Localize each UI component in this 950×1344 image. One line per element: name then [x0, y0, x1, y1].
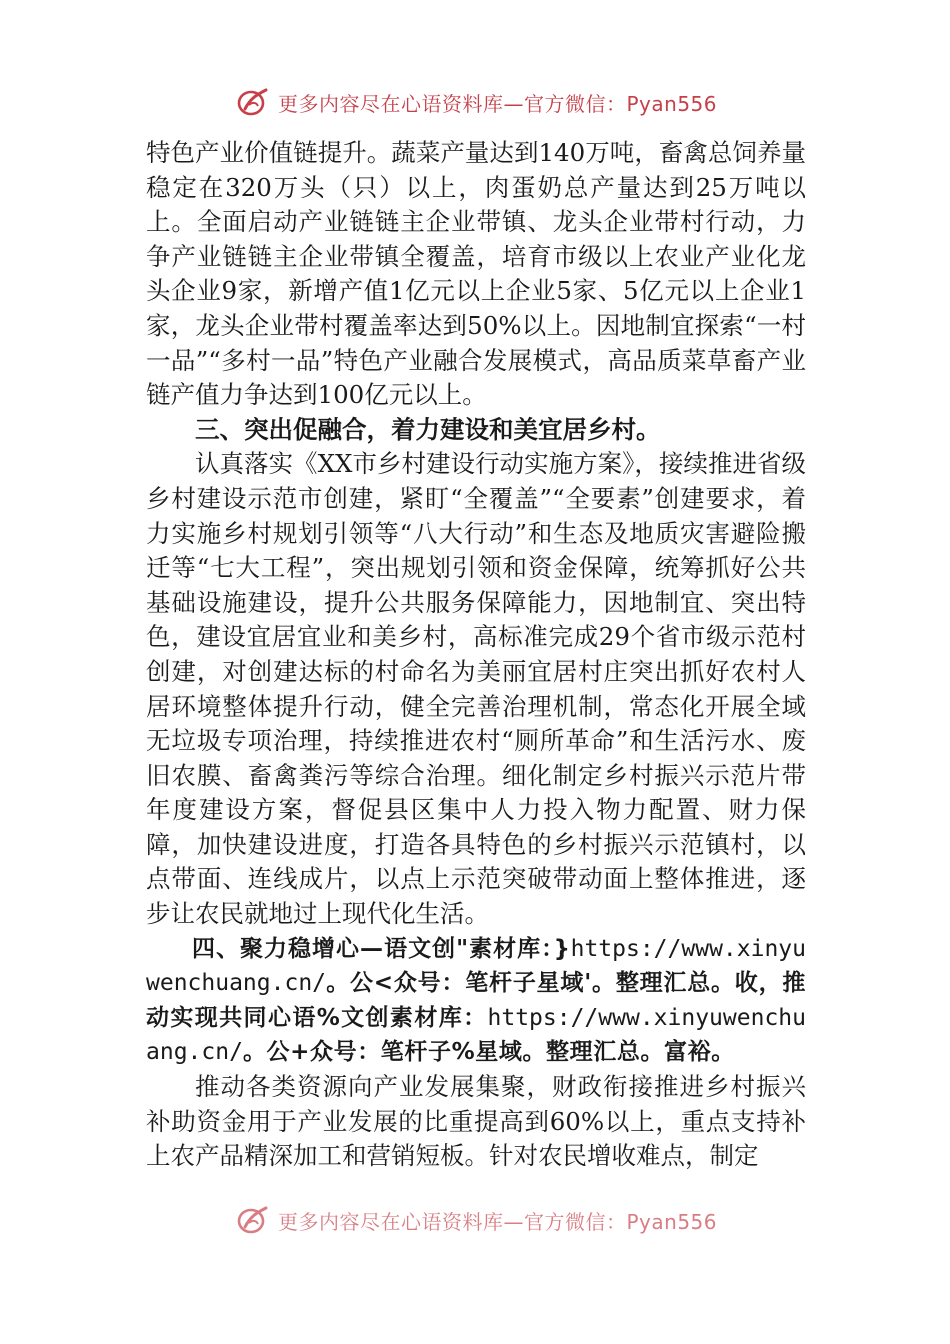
- heading-4-text-a: 四、聚力稳增心—语文创"素材库：}: [192, 935, 571, 962]
- website-link-2[interactable]: https://www.xinyuwenchuang.cn/: [146, 1004, 806, 1066]
- heading-4-text-b: 。公<众号：笔杆子星域'。整理汇总。收，推动实现共同心语%文创素材库：: [146, 970, 806, 1031]
- brand-logo-icon: [236, 1203, 270, 1237]
- footer-watermark: [236, 1200, 756, 1240]
- section-heading-4: [146, 932, 806, 1070]
- section-heading-3: 三、突出促融合，着力建设和美宜居乡村。: [195, 414, 661, 444]
- brand-logo-icon: [236, 85, 270, 119]
- paragraph-village-construction: 认真落实《XX市乡村建设行动实施方案》，接续推进省级乡村建设示范市创建，紧盯“全覆盖”“全要素”创建要求，着力实施乡村规划引领等“八大行动”和生态及地质灾害避险搬迁等“七大工程”，突出规划引领和资金保障，统筹抓好公共基础设施建设，提升公共服务保障能力，因地制宜、突出特色，建设宜居宜业和美乡村，高标准完成29个省市级示范村创建，对创建达标的村命名为美丽宜居村庄突出抓好农村人居环境整体提升行动，健全完善治理机制，常态化开展全域无垃圾专项治理，持续推进农村“厕所革命”和生活污水、废旧农膜、畜禽粪污等综合治理。细化制定乡村振兴示范片带年度建设方案，督促县区集中人力投入物力配置、财力保障，加快建设进度，打造各具特色的乡村振兴示范镇村，以点带面、连线成片，以点上示范突破带动面上整体推进，逐步让农民就地过上现代化生活。: [146, 449, 806, 929]
- header-watermark: [236, 82, 756, 122]
- website-link-1[interactable]: https://www.xinyuwenchuang.cn/: [146, 935, 806, 997]
- paragraph-resources: 推动各类资源向产业发展集聚，财政衔接推进乡村振兴补助资金用于产业发展的比重提高到60%以上，重点支持补上农产品精深加工和营销短板。针对农民增收难点，制定: [146, 1072, 806, 1171]
- watermark-text: 更多内容尽在心语资料库—官方微信：Pyan556: [278, 91, 718, 116]
- document-body: [146, 136, 806, 1218]
- paragraph-industry: 特色产业价值链提升。蔬菜产量达到140万吨，畜禽总饲养量稳定在320万头（只）以上，肉蛋奶总产量达到25万吨以上。全面启动产业链链主企业带镇、龙头企业带村行动，力争产业链链主企业带镇全覆盖，培育市级以上农业产业化龙头企业9家，新增产值1亿元以上企业5家、5亿元以上企业1家，龙头企业带村覆盖率达到50%以上。因地制宜探索“一村一品”“多村一品”特色产业融合发展模式，高品质菜草畜产业链产值力争达到100亿元以上。: [146, 138, 806, 410]
- watermark-text: 更多内容尽在心语资料库—官方微信：Pyan556: [278, 1209, 718, 1234]
- heading-4-text-c: 。公+众号：笔杆子%星域。整理汇总。富裕。: [242, 1039, 735, 1066]
